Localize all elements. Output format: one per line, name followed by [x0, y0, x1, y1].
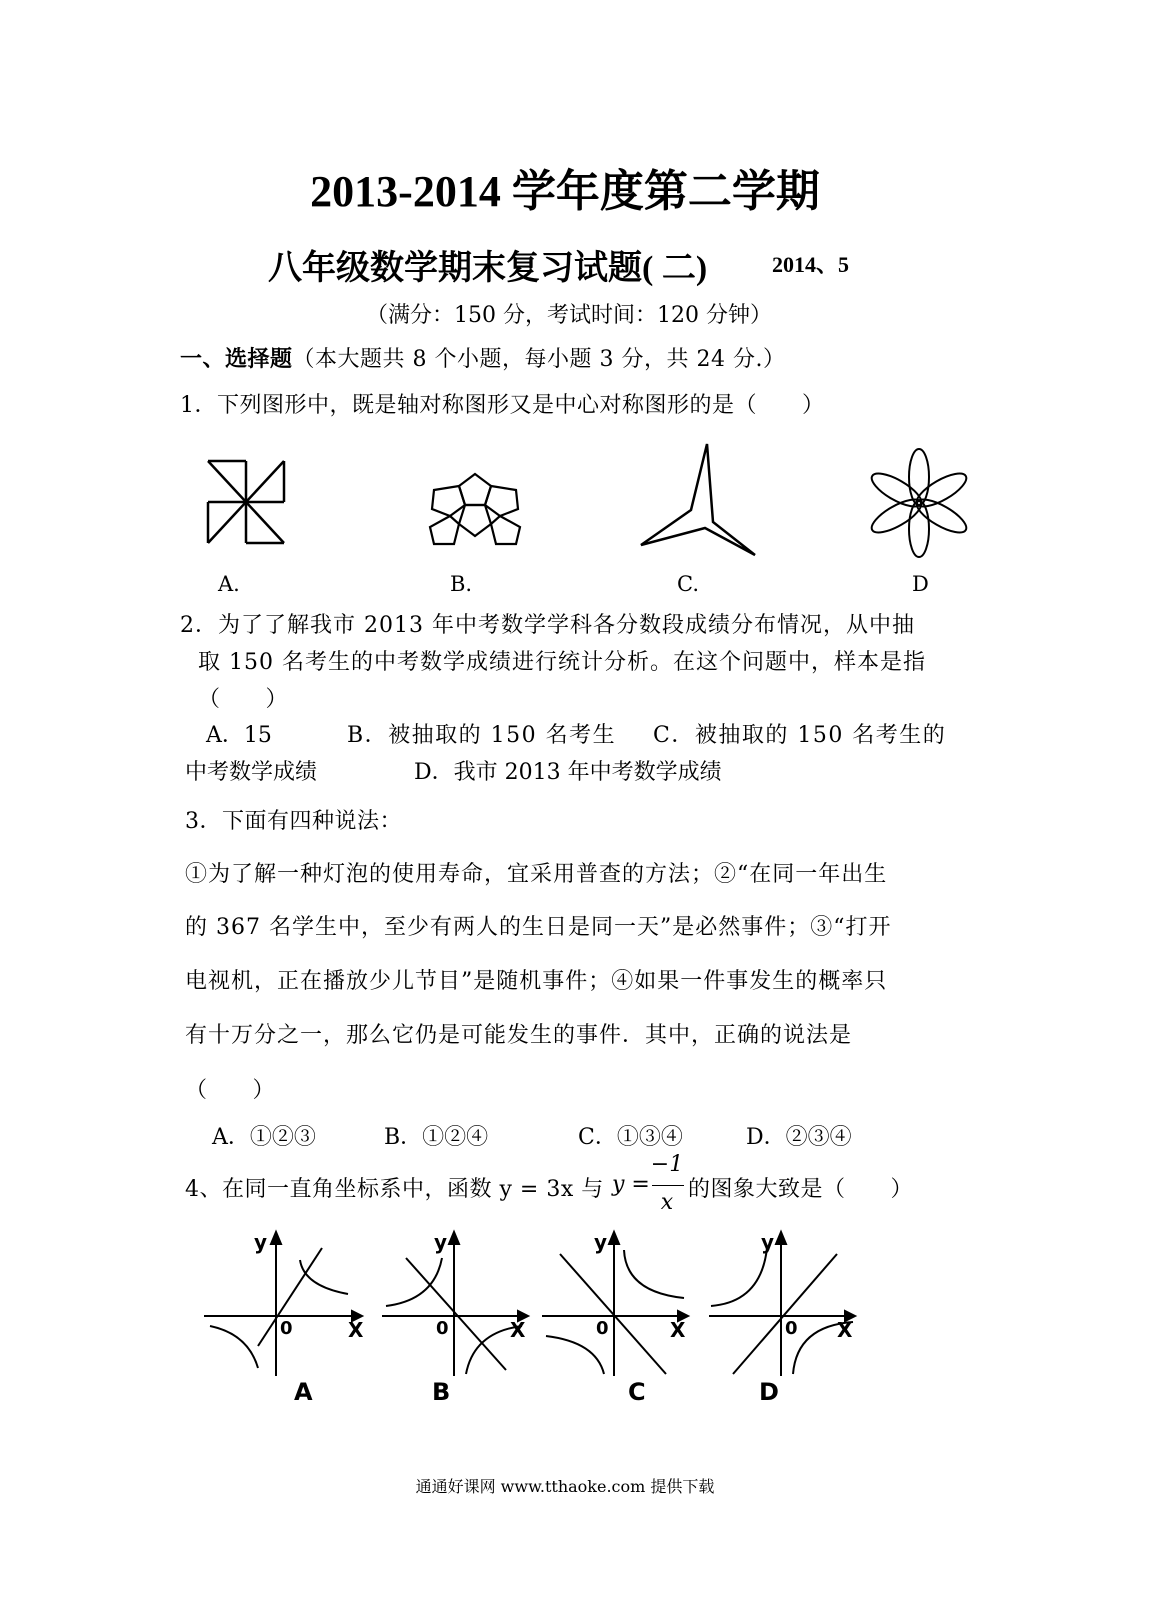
q3-option-c: C．①③④ [578, 1125, 683, 1150]
q4-b-axis-y: y [434, 1230, 448, 1254]
exam-title: 2013-2014 学年度第二学期 [310, 167, 820, 216]
q4-b-origin: 0 [436, 1318, 449, 1339]
q1-label-d: D [912, 572, 929, 596]
q4-graph-c [538, 1228, 698, 1408]
exam-date: 2014、5 [772, 252, 850, 277]
q4-label-c: C [628, 1378, 646, 1406]
q4-frac-bar [652, 1185, 684, 1186]
q3-line4: 有十万分之一，那么它仍是可能发生的事件．其中，正确的说法是 [185, 1023, 853, 1048]
q4-c-axis-y: y [594, 1230, 608, 1254]
q3-line1: ①为了解一种灯泡的使用寿命，宜采用普查的方法；②“在同一年出生 [185, 862, 888, 887]
q4-graph-a [200, 1228, 370, 1408]
q4-frac-lhs: y = [612, 1172, 650, 1197]
q4-stem-post: 的图象大致是（ ） [688, 1177, 914, 1202]
q1-label-b: B. [450, 572, 473, 596]
q1-figure-d-flower [872, 445, 967, 560]
q4-a-axis-x: X [348, 1318, 364, 1342]
q4-a-origin: 0 [280, 1318, 293, 1339]
exam-meta: （满分：150 分，考试时间：120 分钟） [366, 303, 772, 328]
q4-c-origin: 0 [596, 1318, 609, 1339]
q4-stem-pre: 4、在同一直角坐标系中，函数 y = 3x 与 [185, 1177, 604, 1202]
q1-label-c: C. [677, 572, 699, 596]
q4-label-b: B [432, 1378, 451, 1406]
q3-line5: （ ） [185, 1078, 276, 1103]
q4-d-axis-y: y [761, 1230, 775, 1254]
q3-option-d: D．②③④ [746, 1125, 852, 1150]
q2-option-b: B．被抽取的 150 名考生 [347, 723, 617, 748]
q4-d-axis-x: X [837, 1318, 853, 1342]
q4-graph-b [378, 1228, 538, 1408]
q3-stem: 3．下面有四种说法： [185, 809, 402, 834]
q4-frac-numerator: −1 [650, 1152, 684, 1177]
q4-b-axis-x: X [510, 1318, 526, 1342]
q1-figure-c-star [635, 440, 765, 555]
q3-option-a: A．①②③ [212, 1125, 316, 1150]
q1-label-a: A. [218, 572, 240, 596]
q2-option-c-cont: 中考数学成绩 [185, 760, 318, 785]
q4-label-a: A [294, 1378, 313, 1406]
section-note: （本大题共 8 个小题，每小题 3 分，共 24 分.） [292, 347, 786, 372]
q3-line3: 电视机，正在播放少儿节目”是随机事件；④如果一件事发生的概率只 [185, 969, 888, 994]
exam-subtitle: 八年级数学期末复习试题( 二) [268, 250, 708, 287]
q4-a-axis-y: y [254, 1230, 268, 1254]
q1-stem: 1．下列图形中，既是轴对称图形又是中心对称图形的是（ ） [180, 393, 825, 418]
q4-d-origin: 0 [785, 1318, 798, 1339]
q4-graph-d [705, 1228, 865, 1408]
section-heading [180, 342, 785, 373]
section-title: 一、选择题 [180, 346, 293, 372]
page-footer: 通通好课网 www.tthaoke.com 提供下载 [415, 1477, 715, 1496]
q2-option-a: A．15 [206, 723, 272, 748]
q4-label-d: D [759, 1378, 779, 1406]
q3-line2: 的 367 名学生中，至少有两人的生日是同一天”是必然事件；③“打开 [185, 915, 892, 940]
q2-option-c: C．被抽取的 150 名考生的 [653, 723, 947, 748]
q2-line3: （ ） [198, 687, 289, 712]
q1-figure-b-pentagons [420, 472, 530, 552]
q1-figure-a-pinwheel [200, 455, 290, 550]
q2-line2: 取 150 名考生的中考数学成绩进行统计分析。在这个问题中，样本是指 [198, 650, 926, 675]
q2-option-d: D．我市 2013 年中考数学成绩 [414, 760, 722, 785]
q4-frac-denominator: x [660, 1190, 674, 1215]
q2-line1: 2．为了了解我市 2013 年中考数学学科各分数段成绩分布情况，从中抽 [180, 613, 915, 638]
q4-c-axis-x: X [670, 1318, 686, 1342]
q3-option-b: B．①②④ [384, 1125, 489, 1150]
